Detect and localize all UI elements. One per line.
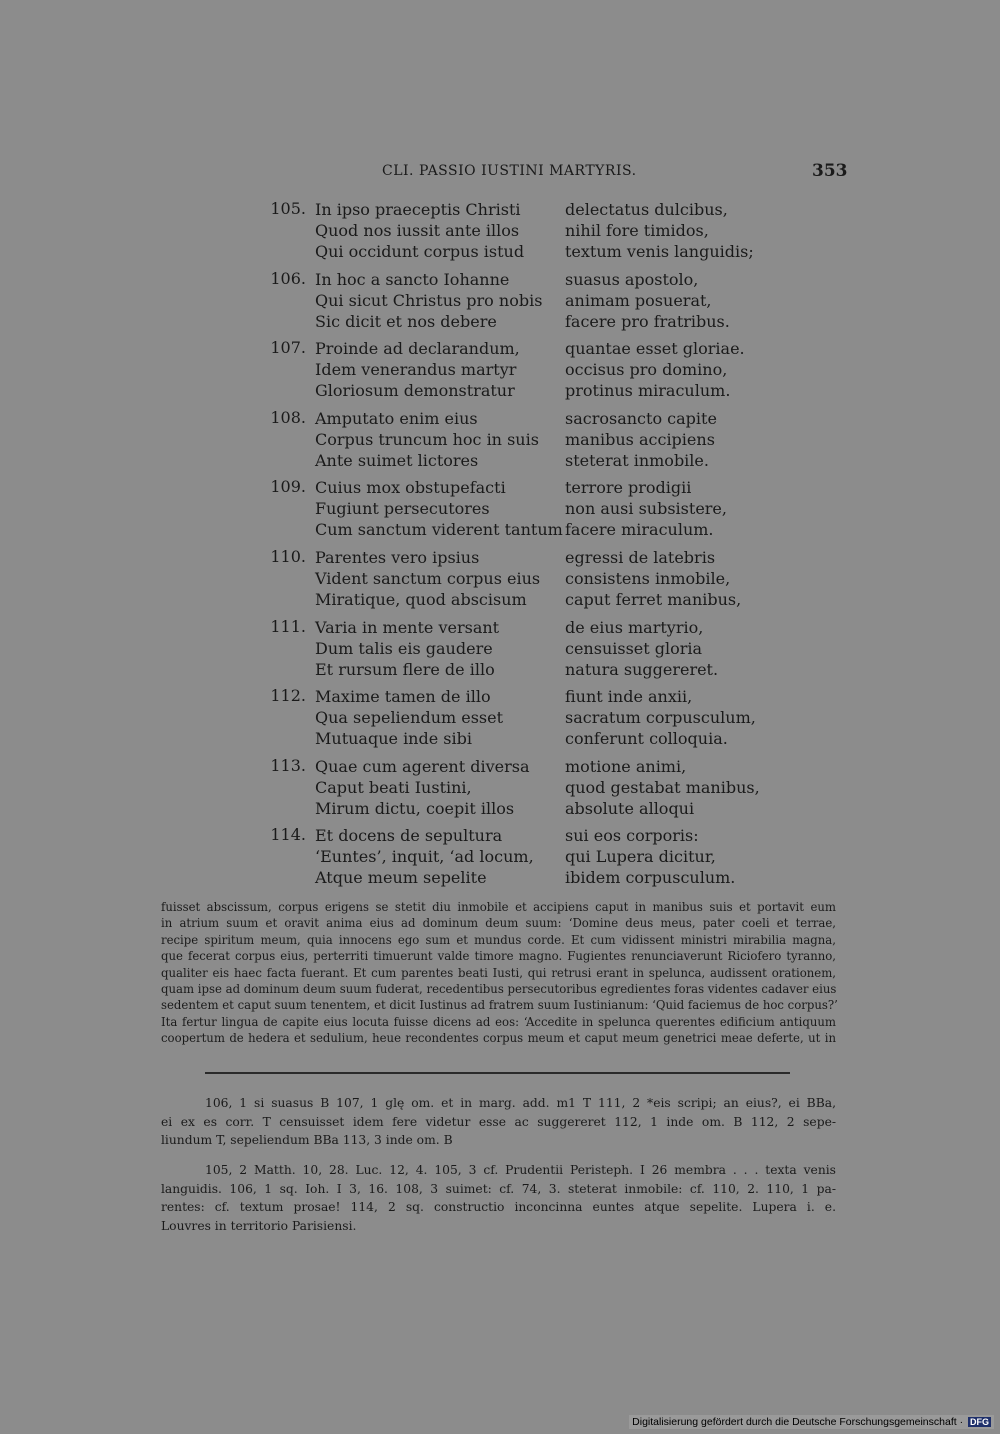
prose-line: recipe spiritum meum, quia innocens ego sum et mundus corde. Et cum vidissent ministri mirabilia magna, — [161, 932, 836, 947]
stanza-number: 112. — [270, 686, 306, 706]
verse-line-right: motione animi, — [565, 756, 687, 776]
verse-line-left: Parentes vero ipsius — [315, 547, 480, 567]
prose-line: Ita fertur lingua de capite eius locuta fuisse dicens ad eos: ‘Accedite in spelunca querentes edificium antiquum — [161, 1014, 836, 1029]
verse-line-right: quod gestabat manibus, — [565, 777, 760, 797]
stanza — [0, 408, 1000, 478]
running-header — [0, 163, 1000, 187]
verse-line-left: Quae cum agerent diversa — [315, 756, 530, 776]
verse-line-right: quantae esset gloriae. — [565, 339, 745, 359]
verse-line-left: Gloriosum demonstratur — [315, 381, 515, 401]
verse-line-left: Qui sicut Christus pro nobis — [315, 290, 543, 310]
prose-line: coopertum de hedera et sedulium, heue recondentes corpus meum et caput meum genetrici meae deferte, ut in — [161, 1031, 836, 1046]
verse-line-left: Ante suimet lictores — [315, 450, 479, 470]
verse-line-right: sacratum corpusculum, — [565, 708, 756, 728]
verse-line-right: suasus apostolo, — [565, 269, 699, 289]
stanza-number: 105. — [270, 199, 306, 218]
poem-stanzas — [0, 199, 1000, 895]
apparatus-line: liundum T, sepeliendum BBa 113, 3 inde om. B — [161, 1133, 453, 1147]
prose-line: fuisset abscissum, corpus erigens se stetit diu inmobile et accipiens caput in manibus suis et portavit eum — [161, 900, 836, 914]
verse-line-right: occisus pro domino, — [565, 360, 728, 380]
verse-line-right: qui Lupera dicitur, — [565, 847, 716, 867]
stanza — [0, 199, 1000, 269]
verse-line-right: manibus accipiens — [565, 429, 715, 449]
apparatus-line: 105, 2 Matth. 10, 28. Luc. 12, 4. 105, 3 cf. Prudentii Peristeph. I 26 membra . . . texta venis — [205, 1163, 836, 1177]
verse-line-right: censuisset gloria — [565, 638, 703, 658]
dfg-credit — [629, 1415, 994, 1429]
page-number: 353 — [812, 161, 848, 181]
source-apparatus — [161, 1161, 836, 1235]
verse-line-left: Varia in mente versant — [315, 617, 500, 637]
verse-line-left: Cuius mox obstupefacti — [315, 478, 506, 498]
verse-line-right: facere miraculum. — [565, 520, 714, 540]
stanza — [0, 547, 1000, 617]
verse-line-left: Amputato enim eius — [315, 408, 478, 428]
verse-line-left: ‘Euntes’, inquit, ‘ad locum, — [315, 847, 534, 867]
verse-line-left: Dum talis eis gaudere — [315, 638, 493, 658]
verse-line-right: facere pro fratribus. — [565, 311, 730, 331]
stanza-number: 114. — [270, 825, 306, 845]
verse-line-left: In ipso praeceptis Christi — [315, 200, 521, 219]
verse-line-left: Fugiunt persecutores — [315, 499, 490, 519]
apparatus-line: 106, 1 si suasus B 107, 1 glę om. et in marg. add. m1 T 111, 2 *eis scripi; an eius?, ei BBa, — [205, 1096, 836, 1110]
stanza — [0, 756, 1000, 826]
verse-line-right: non ausi subsistere, — [565, 499, 727, 519]
verse-line-right: consistens inmobile, — [565, 568, 731, 588]
apparatus-divider — [205, 1072, 790, 1074]
verse-line-left: Sic dicit et nos debere — [315, 311, 497, 331]
verse-line-left: Idem venerandus martyr — [315, 360, 517, 380]
credit-text: Digitalisierung gefördert durch die Deutsche Forschungsgemeinschaft · — [632, 1416, 964, 1428]
running-title: CLI. PASSIO IUSTINI MARTYRIS. — [382, 163, 637, 179]
verse-line-right: sacrosancto capite — [565, 408, 717, 428]
verse-line-right: sui eos corporis: — [565, 826, 699, 846]
verse-line-left: Corpus truncum hoc in suis — [315, 429, 539, 449]
verse-line-right: nihil fore timidos, — [565, 221, 709, 240]
verse-line-left: Miratique, quod abscisum — [315, 589, 527, 609]
stanza — [0, 617, 1000, 687]
stanza — [0, 338, 1000, 408]
verse-line-left: Mutuaque inde sibi — [315, 729, 472, 749]
verse-line-right: fiunt inde anxii, — [565, 687, 693, 707]
verse-line-left: Et rursum flere de illo — [315, 659, 495, 679]
verse-line-left: Mirum dictu, coepit illos — [315, 798, 515, 818]
verse-line-right: natura suggereret. — [565, 659, 719, 679]
verse-line-right: ibidem corpusculum. — [565, 868, 736, 888]
stanza-number: 113. — [270, 755, 306, 775]
verse-line-left: Vident sanctum corpus eius — [315, 568, 541, 588]
apparatus-line: languidis. 106, 1 sq. Ioh. I 3, 16. 108, 3 suimet: cf. 74, 3. steterat inmobile: cf. 110, 2. 110, 1 pa- — [161, 1181, 836, 1196]
prose-line: qualiter eis haec facta fuerant. Et cum parentes beati Iusti, qui retrusi erant in spelunca, audissent orationem, — [161, 965, 836, 980]
verse-line-right: delectatus dulcibus, — [565, 200, 728, 219]
verse-line-right: terrore prodigii — [565, 478, 692, 498]
stanza — [0, 825, 1000, 895]
stanza-number: 108. — [270, 407, 306, 427]
stanza-number: 109. — [270, 477, 306, 497]
verse-line-right: caput ferret manibus, — [565, 589, 742, 609]
verse-line-left: Et docens de sepultura — [315, 826, 503, 846]
verse-line-left: Qui occidunt corpus istud — [315, 242, 525, 261]
apparatus-line: rentes: cf. textum prosae! 114, 2 sq. constructio inconcinna euntes atque sepelite. Lupera i. e. — [161, 1200, 836, 1214]
verse-line-left: Quod nos iussit ante illos — [315, 221, 520, 240]
critical-apparatus — [161, 1094, 836, 1150]
verse-line-right: textum venis languidis; — [565, 242, 754, 261]
stanza — [0, 686, 1000, 756]
stanza-number: 107. — [270, 338, 306, 358]
verse-line-right: de eius martyrio, — [565, 617, 704, 637]
prose-line: quam ipse ad dominum deum suum fuderat, recedentibus persecutoribus egredientes foras videntes cadaver eius — [161, 982, 837, 997]
verse-line-right: conferunt colloquia. — [565, 729, 728, 749]
apparatus-line: ei ex es corr. T censuisset idem fere videtur esse ac suggereret 112, 1 inde om. B 112, 2 sepe- — [161, 1114, 836, 1129]
prose-line: sedentem et caput suum tenentem, et dicit Iustinus ad fratrem suum Iustinianum: ‘Quid faciemus de hoc corpus?’ — [161, 998, 838, 1013]
verse-line-left: Caput beati Iustini, — [315, 777, 472, 797]
verse-line-left: Atque meum sepelite — [315, 868, 487, 888]
verse-line-right: animam posuerat, — [565, 290, 712, 310]
verse-line-left: Qua sepeliendum esset — [315, 708, 504, 728]
stanza-number: 106. — [270, 268, 306, 288]
stanza — [0, 477, 1000, 547]
dfg-logo: DFG — [970, 1417, 989, 1427]
prose-line: que fecerat corpus eius, perterriti timuerunt valde timore magno. Fugientes renunciaverunt Riciofero tyranno, — [161, 949, 836, 964]
stanza — [0, 269, 1000, 339]
verse-line-left: Proinde ad declarandum, — [315, 339, 520, 359]
verse-line-right: steterat inmobile. — [565, 450, 709, 470]
prose-line: in atrium suum et oravit anima eius ad dominum deum suum: ‘Domine deus meus, pater coeli et terrae, — [161, 916, 836, 931]
verse-line-left: Cum sanctum viderent tantum — [315, 520, 563, 540]
verse-line-right: protinus miraculum. — [565, 381, 731, 401]
verse-line-right: absolute alloqui — [565, 798, 695, 818]
prose-text — [161, 899, 836, 1047]
apparatus-line: Louvres in territorio Parisiensi. — [161, 1218, 357, 1233]
stanza-number: 111. — [270, 616, 306, 636]
verse-line-left: Maxime tamen de illo — [315, 687, 491, 707]
verse-line-left: In hoc a sancto Iohanne — [315, 269, 510, 289]
verse-line-right: egressi de latebris — [565, 547, 716, 567]
stanza-number: 110. — [270, 546, 306, 566]
